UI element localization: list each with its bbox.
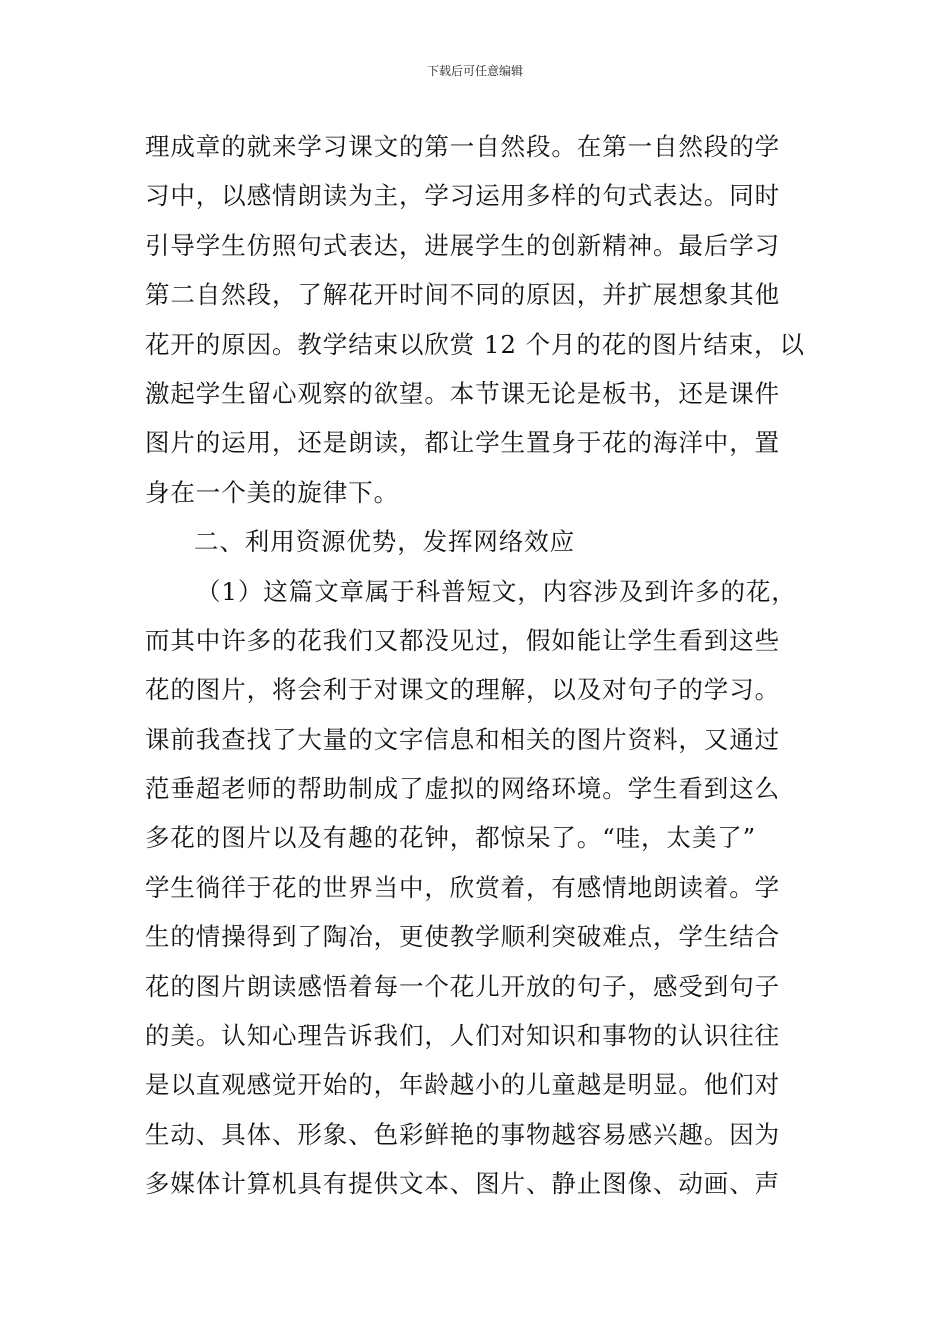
body-line: 理成章的就来学习课文的第一自然段。在第一自然段的学 (145, 132, 780, 161)
body-line: 花开的原因。教学结束以欣赏 12 个月的花的图片结束，以 (145, 329, 805, 359)
body-line: 多花的图片以及有趣的花钟，都惊呆了。“哇，太美了” (145, 823, 757, 853)
body-line: 习中，以感情朗读为主，学习运用多样的句式表达。同时 (145, 181, 780, 211)
body-line: 的美。认知心理告诉我们，人们对知识和事物的认识往往 (145, 1021, 780, 1051)
section-heading: 二、利用资源优势，发挥网络效应 (194, 527, 575, 557)
body-line: 生的情操得到了陶冶，更使教学顺利突破难点，学生结合 (145, 922, 780, 952)
page-header-note: 下载后可任意编辑 (426, 64, 523, 78)
body-line: 第二自然段，了解花开时间不同的原因，并扩展想象其他 (145, 280, 780, 310)
body-line: 多媒体计算机具有提供文本、图片、静止图像、动画、声 (145, 1169, 780, 1199)
body-line: 图片的运用，还是朗读，都让学生置身于花的海洋中，置 (145, 428, 780, 458)
document-body (145, 122, 807, 1209)
body-line: 课前我查找了大量的文字信息和相关的图片资料，又通过 (145, 724, 780, 754)
body-line: 学生徜徉于花的世界当中，欣赏着，有感情地朗读着。学 (145, 872, 780, 902)
body-line: 引导学生仿照句式表达，进展学生的创新精神。最后学习 (145, 230, 780, 260)
body-line: 激起学生留心观察的欲望。本节课无论是板书，还是课件 (145, 378, 780, 408)
body-line: 范垂超老师的帮助制成了虚拟的网络环境。学生看到这么 (145, 774, 780, 804)
body-line: 身在一个美的旋律下。 (145, 477, 399, 507)
body-line: 生动、具体、形象、色彩鲜艳的事物越容易感兴趣。因为 (145, 1119, 780, 1149)
body-line: 是以直观感觉开始的，年龄越小的儿童越是明显。他们对 (145, 1070, 780, 1100)
body-line: 而其中许多的花我们又都没见过，假如能让学生看到这些 (145, 625, 780, 655)
paragraph-first-line: （1）这篇文章属于科普短文，内容涉及到许多的花， (196, 576, 797, 606)
body-line: 花的图片，将会利于对课文的理解，以及对句子的学习。 (145, 675, 780, 705)
body-line: 花的图片朗读感悟着每一个花儿开放的句子，感受到句子 (145, 971, 780, 1001)
